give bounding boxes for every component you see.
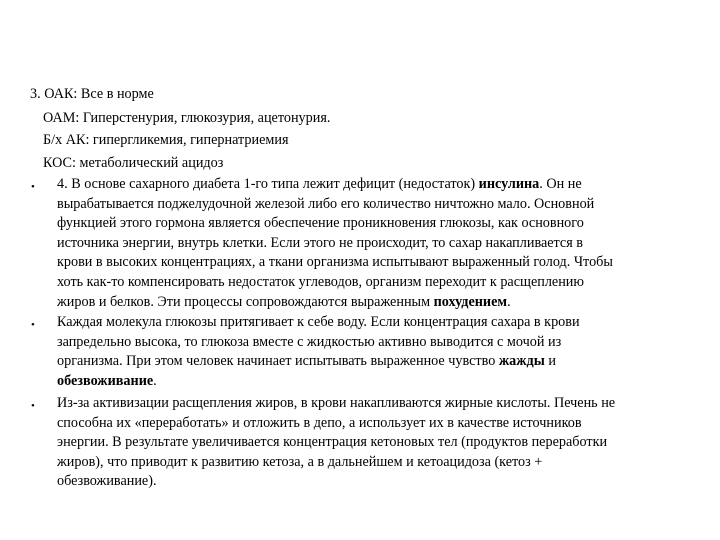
text-run: крови в высоких концентрациях, а ткани организма испытывают выраженный голод. Чтобы bbox=[57, 254, 613, 271]
bullet-icon: • bbox=[31, 319, 35, 331]
header-line-kos: КОС: метаболический ацидоз bbox=[43, 155, 224, 171]
emphasized-term: жажды bbox=[498, 353, 545, 370]
text-run: . bbox=[507, 293, 511, 310]
header-line-oam: ОАМ: Гиперстенурия, глюкозурия, ацетонурия. bbox=[43, 110, 331, 126]
text-row bbox=[57, 195, 717, 215]
text-run: . Он не bbox=[539, 176, 582, 192]
text-run: и bbox=[544, 353, 556, 370]
text-run: жиров), что приводит к развитию кетоза, а в дальнейшем и кетоацидоза (кетоз + bbox=[57, 453, 543, 470]
text-row bbox=[57, 253, 717, 273]
header-line-bh-ak: Б/х АК: гипергликемия, гипернатриемия bbox=[43, 132, 289, 148]
text-run: источника энергии, внутрь клетки. Если этого не происходит, то сахар накапливается в bbox=[57, 234, 583, 251]
text-run: 4. В основе сахарного диабета 1-го типа лежит дефицит (недостаток) bbox=[57, 176, 479, 192]
text-row bbox=[57, 175, 717, 195]
list-item-text bbox=[57, 394, 717, 492]
text-row bbox=[57, 293, 717, 313]
emphasized-term: похудением bbox=[433, 293, 508, 310]
text-row bbox=[57, 414, 717, 434]
text-row bbox=[57, 234, 717, 254]
text-row bbox=[57, 333, 717, 353]
emphasized-term: инсулина bbox=[478, 176, 540, 192]
text-row bbox=[57, 394, 717, 414]
text-row bbox=[57, 372, 717, 392]
text-run: Каждая молекула глюкозы притягивает к себе воду. Если концентрация сахара в крови bbox=[57, 314, 580, 330]
text-run: организма. При этом человек начинает испытывать выраженное чувство bbox=[57, 353, 499, 370]
text-row bbox=[57, 472, 717, 492]
header-line-oak: 3. ОАК: Все в норме bbox=[30, 86, 154, 102]
text-run: функцией этого гормона является обеспечение проникновения глюкозы, как основного bbox=[57, 215, 584, 232]
text-run: обезвоживание). bbox=[57, 473, 157, 490]
text-run: . bbox=[153, 372, 157, 389]
list-item-text bbox=[57, 313, 717, 391]
text-row bbox=[57, 453, 717, 473]
text-run: жиров и белков. Эти процессы сопровождаются выраженным bbox=[57, 293, 434, 310]
text-row bbox=[57, 433, 717, 453]
text-row bbox=[57, 313, 717, 333]
text-run: запредельно высока, то глюкоза вместе с жидкостью активно выводится с мочой из bbox=[57, 333, 562, 350]
text-row bbox=[57, 273, 717, 293]
text-run: способна их «переработать» и отложить в депо, а использует их в качестве источников bbox=[57, 414, 582, 431]
text-row bbox=[57, 214, 717, 234]
text-run: энергии. В результате увеличивается концентрация кетоновых тел (продуктов переработки bbox=[57, 434, 608, 451]
bullet-icon: • bbox=[31, 181, 35, 193]
emphasized-term: обезвоживание bbox=[57, 372, 154, 389]
text-run: вырабатывается поджелудочной железой либо его количество ничтожно мало. Основной bbox=[57, 195, 595, 212]
bullet-icon: • bbox=[31, 400, 35, 412]
text-row bbox=[57, 352, 717, 372]
text-run: Из-за активизации расщепления жиров, в крови накапливаются жирные кислоты. Печень не bbox=[57, 395, 616, 411]
text-run: хоть как-то компенсировать недостаток углеводов, организм переходит к расщеплению bbox=[57, 273, 584, 290]
list-item-text bbox=[57, 175, 717, 312]
